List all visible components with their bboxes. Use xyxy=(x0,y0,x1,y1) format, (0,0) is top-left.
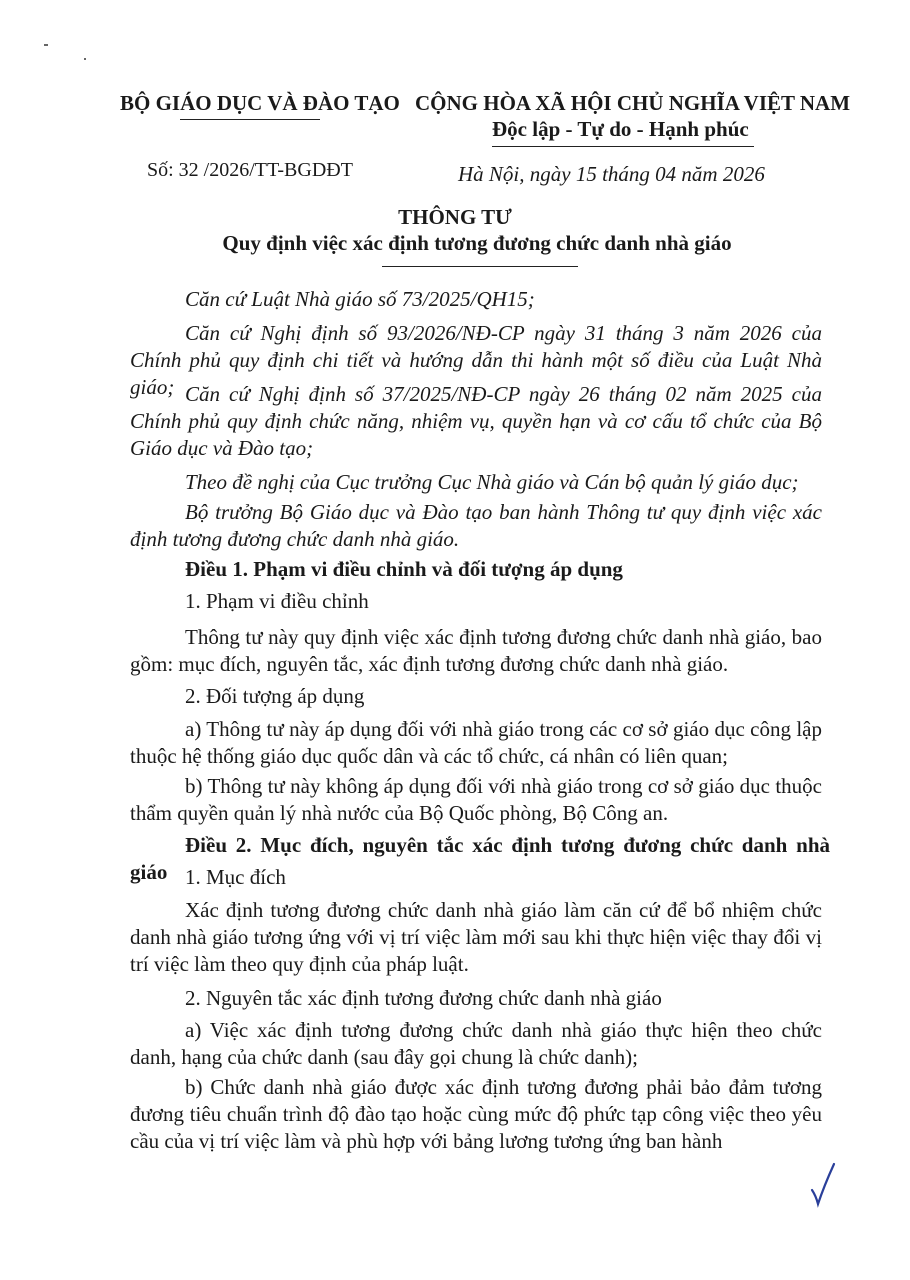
document-number: Số: 32 /2026/TT-BGDĐT xyxy=(147,159,353,181)
preamble-decree-93: Căn cứ Nghị định số 93/2026/NĐ-CP ngày 31 tháng 3 năm 2026 của Chính phủ quy định chi tiết và hướng dẫn thi hành một số điều của Luật Nhà giáo; xyxy=(130,321,822,399)
ministry-name: BỘ GIÁO DỤC VÀ ĐÀO TẠO xyxy=(120,91,400,115)
article-2-heading: Điều 2. Mục đích, nguyên tắc xác định tương đương chức danh nhà giáo xyxy=(130,833,830,884)
article-1-scope-text: Thông tư này quy định việc xác định tương đương chức danh nhà giáo, bao gồm: mục đích, nguyên tắc, xác định tương đương chức danh nhà giáo. xyxy=(130,625,822,676)
article-1-point-b: b) Thông tư này không áp dụng đối với nhà giáo trong cơ sở giáo dục thuộc thẩm quyền quản lý nhà nước của Bộ Quốc phòng, Bộ Công an. xyxy=(130,774,822,825)
article-2-point-a: a) Việc xác định tương đương chức danh nhà giáo thực hiện theo chức danh, hạng của chức danh (sau đây gọi chung là chức danh); xyxy=(130,1018,822,1069)
document-type: THÔNG TƯ xyxy=(398,205,512,229)
national-motto: Độc lập - Tự do - Hạnh phúc xyxy=(492,117,749,141)
article-1-clause-1: 1. Phạm vi điều chỉnh xyxy=(185,589,369,613)
article-2-point-b: b) Chức danh nhà giáo được xác định tương đương phải bảo đảm tương đương tiêu chuẩn trình độ đào tạo hoặc cùng mức độ phức tạp công việc theo yêu cầu của vị trí việc làm và phù hợp với bảng lương tương ứng ban hành xyxy=(130,1075,822,1153)
article-2-clause-1: 1. Mục đích xyxy=(185,865,286,889)
preamble-issuance: Bộ trưởng Bộ Giáo dục và Đào tạo ban hành Thông tư quy định việc xác định tương đương chức danh nhà giáo. xyxy=(130,500,822,551)
article-2-clause-2: 2. Nguyên tắc xác định tương đương chức danh nhà giáo xyxy=(185,986,662,1010)
scan-speck xyxy=(84,58,86,60)
article-1-heading: Điều 1. Phạm vi điều chỉnh và đối tượng áp dụng xyxy=(185,557,623,581)
motto-underline xyxy=(492,146,754,147)
place-and-date: Hà Nội, ngày 15 tháng 04 năm 2026 xyxy=(458,162,765,186)
preamble-decree-37: Căn cứ Nghị định số 37/2025/NĐ-CP ngày 26 tháng 02 năm 2025 của Chính phủ quy định chức năng, nhiệm vụ, quyền hạn và cơ cấu tổ chức của Bộ Giáo dục và Đào tạo; xyxy=(130,382,822,460)
article-2-purpose-text: Xác định tương đương chức danh nhà giáo làm căn cứ để bổ nhiệm chức danh nhà giáo tương ứng với vị trí việc làm mới sau khi thực hiện việc thay đổi vị trí việc làm theo quy định của pháp luật. xyxy=(130,898,822,976)
article-1-point-a: a) Thông tư này áp dụng đối với nhà giáo trong các cơ sở giáo dục công lập thuộc hệ thống giáo dục quốc dân và các tổ chức, cá nhân có liên quan; xyxy=(130,717,822,768)
preamble-proposal: Theo đề nghị của Cục trưởng Cục Nhà giáo và Cán bộ quản lý giáo dục; xyxy=(185,470,799,494)
scan-speck xyxy=(44,44,48,46)
republic-name: CỘNG HÒA XÃ HỘI CHỦ NGHĨA VIỆT NAM xyxy=(415,91,851,115)
title-underline xyxy=(382,266,578,267)
article-1-clause-2: 2. Đối tượng áp dụng xyxy=(185,684,365,708)
ministry-underline xyxy=(180,119,320,120)
preamble-law: Căn cứ Luật Nhà giáo số 73/2025/QH15; xyxy=(185,287,535,311)
document-subject: Quy định việc xác định tương đương chức danh nhà giáo xyxy=(222,231,732,255)
handwritten-tick-mark xyxy=(808,1158,838,1210)
